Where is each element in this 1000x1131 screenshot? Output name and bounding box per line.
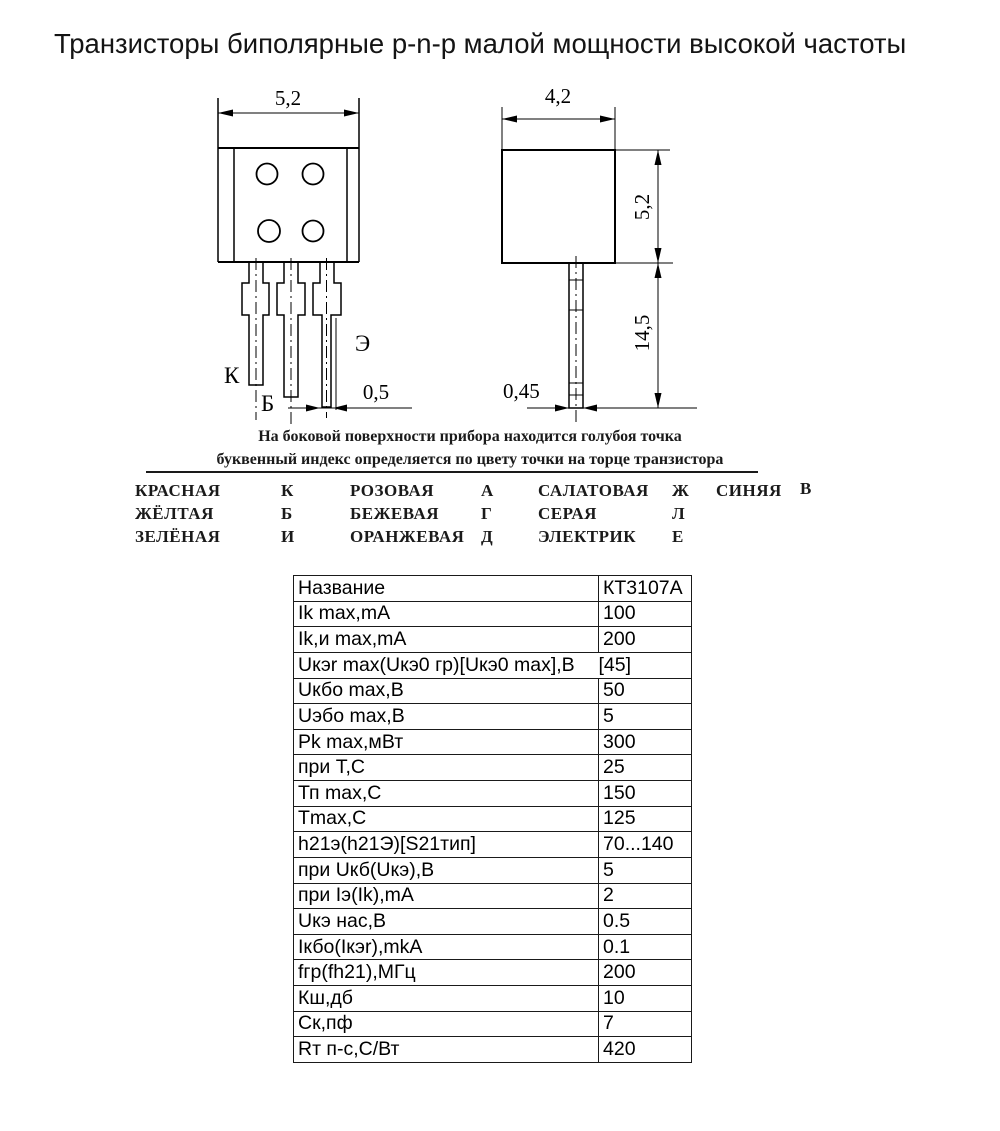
note-line-1: На боковой поверхности прибора находится голубоя точка bbox=[258, 428, 682, 445]
color-letter: В bbox=[800, 479, 812, 498]
param-name: Тп max,С bbox=[294, 781, 599, 807]
param-value: 0.1 bbox=[599, 934, 692, 960]
table-row bbox=[294, 652, 692, 678]
param-value: [45] bbox=[599, 652, 692, 678]
param-name: Ск,пф bbox=[294, 1011, 599, 1037]
param-value: 10 bbox=[599, 986, 692, 1012]
arrowhead bbox=[600, 116, 615, 123]
arrowhead bbox=[583, 405, 597, 412]
table-row bbox=[294, 883, 692, 909]
param-name: Uкбо max,В bbox=[294, 678, 599, 704]
color-name: ОРАНЖЕВАЯ bbox=[350, 527, 465, 546]
table-row bbox=[294, 857, 692, 883]
param-value: 300 bbox=[599, 729, 692, 755]
color-letter: А bbox=[481, 481, 494, 500]
page-title: Транзисторы биполярные p-n-p малой мощности высокой частоты bbox=[54, 28, 907, 59]
table-row bbox=[294, 704, 692, 730]
color-name: ЭЛЕКТРИК bbox=[538, 527, 637, 546]
table-row bbox=[294, 627, 692, 653]
table-row bbox=[294, 909, 692, 935]
emitter-label: Э bbox=[355, 331, 371, 356]
divider-rule bbox=[146, 471, 758, 473]
arrowhead bbox=[306, 405, 320, 412]
color-name: КРАСНАЯ bbox=[135, 481, 221, 500]
param-value: 0.5 bbox=[599, 909, 692, 935]
color-letter: Л bbox=[672, 504, 686, 523]
param-value: 150 bbox=[599, 781, 692, 807]
table-row bbox=[294, 1011, 692, 1037]
package-drawings bbox=[0, 80, 1000, 430]
param-value: 125 bbox=[599, 806, 692, 832]
param-name: Ik,и max,mA bbox=[294, 627, 599, 653]
param-name: Pk max,мВт bbox=[294, 729, 599, 755]
parameters-table bbox=[293, 575, 692, 1063]
color-letter: К bbox=[281, 481, 294, 500]
arrowhead bbox=[333, 405, 347, 412]
arrowhead bbox=[344, 110, 359, 117]
param-name: Uкэr max(Uкэ0 гр)[Uкэ0 max],В bbox=[294, 652, 599, 678]
color-letter: И bbox=[281, 527, 295, 546]
table-header-row bbox=[294, 576, 692, 602]
color-letter: Ж bbox=[672, 481, 690, 500]
param-name: при Uкб(Uкэ),В bbox=[294, 857, 599, 883]
base-label: Б bbox=[261, 391, 275, 416]
hole bbox=[303, 164, 324, 185]
param-value: 5 bbox=[599, 857, 692, 883]
model-value: КТ3107А bbox=[599, 576, 692, 602]
param-name: Iкбо(Iкэr),mkA bbox=[294, 934, 599, 960]
param-value: 70...140 bbox=[599, 832, 692, 858]
param-value: 2 bbox=[599, 883, 692, 909]
table-row bbox=[294, 806, 692, 832]
color-name: САЛАТОВАЯ bbox=[538, 481, 649, 500]
color-name: ЖЁЛТАЯ bbox=[135, 504, 214, 523]
arrowhead bbox=[655, 248, 662, 263]
arrowhead bbox=[655, 393, 662, 408]
table-row bbox=[294, 678, 692, 704]
param-value: 25 bbox=[599, 755, 692, 781]
front-view-drawing bbox=[218, 86, 412, 425]
param-value: 200 bbox=[599, 627, 692, 653]
color-letter: Г bbox=[481, 504, 493, 523]
table-row bbox=[294, 781, 692, 807]
side-lead-length-dim: 14,5 bbox=[630, 314, 654, 352]
param-name: Кш,дб bbox=[294, 986, 599, 1012]
param-value: 50 bbox=[599, 678, 692, 704]
color-name: ЗЕЛЁНАЯ bbox=[135, 527, 221, 546]
color-letter: Е bbox=[672, 527, 684, 546]
table-row bbox=[294, 986, 692, 1012]
arrowhead bbox=[555, 405, 569, 412]
color-letter: Б bbox=[281, 504, 293, 523]
table-row bbox=[294, 832, 692, 858]
table-row bbox=[294, 755, 692, 781]
table-row bbox=[294, 1037, 692, 1063]
side-lead-thickness-dim: 0,45 bbox=[503, 379, 540, 403]
color-letter: Д bbox=[481, 527, 494, 546]
color-name: СИНЯЯ bbox=[716, 481, 782, 500]
front-lead-width-dim: 0,5 bbox=[362, 380, 390, 404]
param-value: 420 bbox=[599, 1037, 692, 1063]
front-width-dim: 5,2 bbox=[274, 86, 302, 110]
color-name: БЕЖЕВАЯ bbox=[350, 504, 440, 523]
table-row bbox=[294, 729, 692, 755]
color-name: СЕРАЯ bbox=[538, 504, 597, 523]
param-name: Rт п-с,С/Вт bbox=[294, 1037, 599, 1063]
param-name: h21э(h21Э)[S21тип] bbox=[294, 832, 599, 858]
param-name: Uкэ нас,В bbox=[294, 909, 599, 935]
collector-label: К bbox=[224, 363, 240, 388]
param-name: Tmax,C bbox=[294, 806, 599, 832]
param-value: 200 bbox=[599, 960, 692, 986]
param-value: 100 bbox=[599, 601, 692, 627]
color-name: РОЗОВАЯ bbox=[350, 481, 435, 500]
param-name: при Iэ(Ik),mA bbox=[294, 883, 599, 909]
param-name: Название bbox=[294, 576, 599, 602]
table-row bbox=[294, 934, 692, 960]
side-view-drawing bbox=[502, 84, 697, 424]
table-row bbox=[294, 601, 692, 627]
arrowhead bbox=[502, 116, 517, 123]
color-code-table bbox=[135, 481, 835, 551]
side-width-dim: 4,2 bbox=[544, 84, 572, 108]
arrowhead bbox=[655, 150, 662, 165]
param-value: 5 bbox=[599, 704, 692, 730]
param-value: 7 bbox=[599, 1011, 692, 1037]
arrowhead bbox=[655, 263, 662, 278]
arrowhead bbox=[218, 110, 233, 117]
param-name: fгр(fh21),МГц bbox=[294, 960, 599, 986]
param-name: при Т,С bbox=[294, 755, 599, 781]
hole bbox=[257, 164, 278, 185]
table-row bbox=[294, 960, 692, 986]
param-name: Uэбо max,В bbox=[294, 704, 599, 730]
side-body-height-dim: 5,2 bbox=[630, 193, 654, 221]
note-line-2: буквенный индекс определяется по цвету точки на торце транзистора bbox=[216, 451, 724, 468]
param-name: Ik max,mA bbox=[294, 601, 599, 627]
hole bbox=[303, 221, 324, 242]
hole bbox=[258, 220, 280, 242]
